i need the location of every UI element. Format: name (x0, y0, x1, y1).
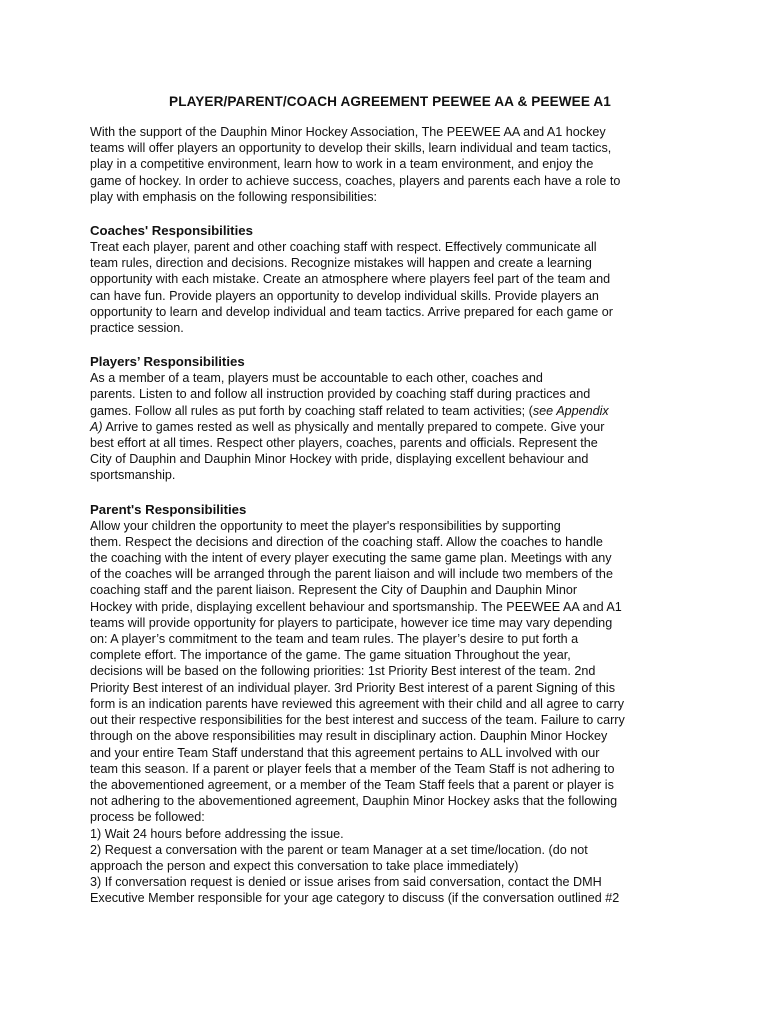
process-step: 2) Request a conversation with the parent or team Manager at a set time/location. (do not (90, 842, 588, 857)
parents-line: decisions will be based on the following priorities: 1st Priority Best interest of the team. 2nd (90, 664, 596, 679)
process-step: Executive Member responsible for your age category to discuss (if the conversation outlined #2 (90, 891, 620, 906)
process-step: 1) Wait 24 hours before addressing the issue. (90, 826, 344, 841)
players-line (90, 403, 690, 419)
coaches-line: practice session. (90, 321, 184, 336)
parents-line: Allow your children the opportunity to meet the player's responsibilities by supporting (90, 518, 561, 533)
parents-line: out their respective responsibilities for the best interest and success of the team. Failure to carry (90, 713, 625, 728)
players-line: best effort at all times. Respect other players, coaches, parents and officials. Represent the (90, 436, 598, 451)
players-line-text: Arrive to games rested as well as physically and mentally prepared to compete. Give your (102, 419, 605, 434)
parents-line: the abovementioned agreement, or a member of the Team Staff feels that a parent or player is (90, 777, 614, 792)
parents-line: team this season. If a parent or player feels that a member of the Team Staff is not adhering to (90, 761, 615, 776)
players-section (90, 354, 690, 483)
players-line: City of Dauphin and Dauphin Minor Hockey with pride, displaying excellent behaviour and (90, 452, 589, 467)
parents-line: on: A player’s commitment to the team and team rules. The player’s desire to put forth a (90, 632, 579, 647)
coaches-section (90, 223, 690, 336)
parents-line: through on the above responsibilities may result in disciplinary action. Dauphin Minor Hockey (90, 729, 608, 744)
document-page (90, 94, 690, 907)
parents-paragraph (90, 518, 690, 907)
parents-line: Hockey with pride, displaying excellent behaviour and sportsmanship. The PEEWEE AA and A1 (90, 599, 622, 614)
intro-line: play in a competitive environment, learn how to work in a team environment, and enjoy the (90, 157, 594, 172)
parents-line: them. Respect the decisions and direction of the coaching staff. Allow the coaches to handle (90, 534, 603, 549)
parents-line: the coaching with the intent of every player executing the same game plan. Meetings with any (90, 551, 612, 566)
parents-line: Priority Best interest of an individual player. 3rd Priority Best interest of a parent Signing of this (90, 680, 616, 695)
appendix-reference: see Appendix (532, 403, 609, 418)
parents-line: not adhering to the abovementioned agreement, Dauphin Minor Hockey asks that the following (90, 794, 618, 809)
coaches-line: opportunity with each mistake. Create an atmosphere where players feel part of the team and (90, 272, 611, 287)
players-line: As a member of a team, players must be accountable to each other, coaches and (90, 371, 543, 386)
parents-line: and your entire Team Staff understand that this agreement pertains to ALL involved with our (90, 745, 600, 760)
players-heading: Players’ Responsibilities (90, 354, 245, 370)
coaches-line: can have fun. Provide players an opportunity to develop individual skills. Provide players an (90, 288, 599, 303)
intro-line: With the support of the Dauphin Minor Hockey Association, The PEEWEE AA and A1 hockey (90, 125, 606, 139)
appendix-reference-end: A) (90, 419, 103, 434)
players-line: parents. Listen to and follow all instruction provided by coaching staff during practices and (90, 387, 591, 402)
intro-line: game of hockey. In order to achieve success, coaches, players and parents each have a role to (90, 173, 621, 188)
parents-line: complete effort. The importance of the game. The game situation Throughout the year, (90, 648, 571, 663)
players-line: sportsmanship. (90, 468, 176, 483)
intro-line: teams will offer players an opportunity to develop their skills, learn individual and team tactics, (90, 141, 612, 156)
intro-line: play with emphasis on the following responsibilities: (90, 189, 378, 204)
players-line-text: games. Follow all rules as put forth by coaching staff related to team activities; ( (90, 403, 533, 418)
document-title: PLAYER/PARENT/COACH AGREEMENT PEEWEE AA & PEEWEE A1 (169, 94, 611, 109)
process-step: approach the person and expect this conversation to take place immediately) (90, 858, 519, 873)
coaches-paragraph (90, 239, 690, 336)
parents-line: teams will provide opportunity for players to participate, however ice time may vary depending (90, 615, 613, 630)
parents-heading: Parent's Responsibilities (90, 501, 247, 517)
intro-paragraph (90, 124, 690, 205)
parents-line: process be followed: (90, 810, 205, 825)
parents-line: coaching staff and the parent liaison. Represent the City of Dauphin and Dauphin Minor (90, 583, 578, 598)
parents-line: of the coaches will be arranged through the parent liaison and will include two members of the (90, 567, 613, 582)
players-paragraph (90, 370, 690, 483)
coaches-line: team rules, direction and decisions. Recognize mistakes will happen and create a learning (90, 256, 592, 271)
coaches-line: Treat each player, parent and other coaching staff with respect. Effectively communicate all (90, 240, 597, 255)
players-line (90, 419, 690, 435)
coaches-heading: Coaches' Responsibilities (90, 223, 253, 239)
coaches-line: opportunity to learn and develop individual and team tactics. Arrive prepared for each game or (90, 304, 613, 319)
process-step: 3) If conversation request is denied or issue arises from said conversation, contact the DMH (90, 875, 602, 890)
parents-line: form is an indication parents have reviewed this agreement with their child and all agree to carry (90, 696, 625, 711)
parents-section (90, 502, 690, 907)
